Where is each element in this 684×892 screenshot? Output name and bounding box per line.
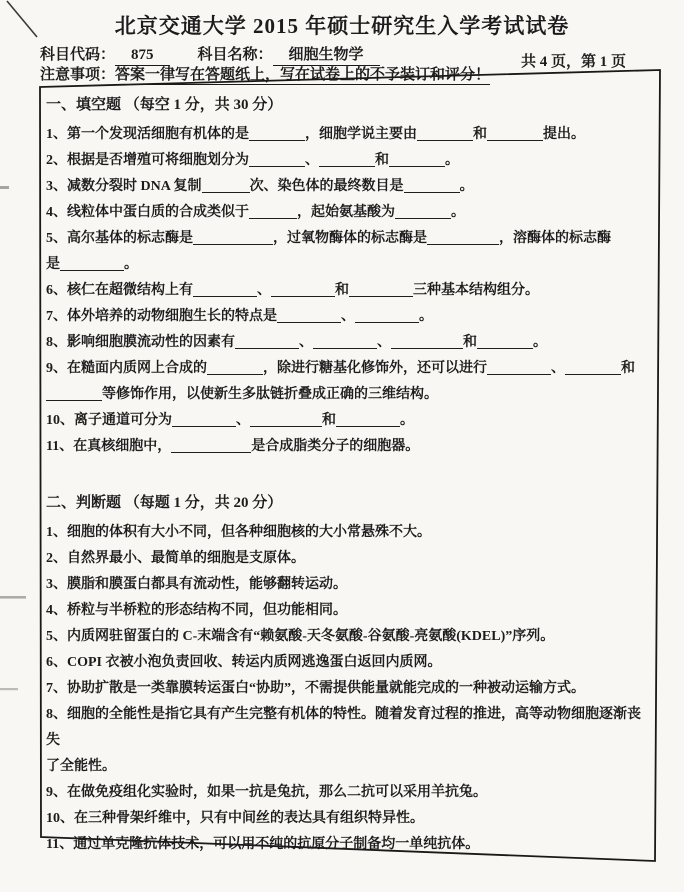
question-item: 4、线粒体中蛋白质的合成类似于 ，起始氨基酸为 。: [46, 205, 465, 220]
question-item: 11、在真核细胞中， 是合成脂类分子的细胞器。: [46, 439, 420, 454]
question-item: 3、膜脂和膜蛋白都具有流动性，能够翻转运动。: [46, 577, 347, 592]
question-item: 10、离子通道可分为 、 和 。: [46, 413, 414, 428]
answer-blank: [349, 284, 413, 297]
answer-blank: [193, 232, 273, 245]
answer-blank: [336, 414, 400, 427]
question-item: 7、协助扩散是一类靠膜转运蛋白“协助”，不需提供能量就能完成的一种被动运输方式。: [46, 681, 585, 696]
section-true-false: [46, 490, 650, 858]
answer-blank: [46, 388, 102, 401]
answer-blank: [487, 128, 543, 141]
answer-blank: [389, 154, 445, 167]
answer-blank: [427, 232, 499, 245]
subject-code-label: 科目代码：: [40, 47, 116, 63]
scan-smudge: [0, 688, 18, 690]
question-item: 5、内质网驻留蛋白的 C-末端含有“赖氨酸-天冬氨酸-谷氨酸-亮氨酸(KDEL)”序列。: [46, 629, 555, 644]
question-item: 8、影响细胞膜流动性的因素有 、 、 和 。: [46, 335, 547, 350]
question-box-content: [46, 92, 650, 858]
section-heading: 二、判断题 （每题 1 分，共 20 分）: [46, 495, 283, 511]
notice-text: 答案一律写在答题纸上，写在试卷上的不予装订和评分！: [115, 67, 491, 83]
question-list: [46, 122, 650, 460]
answer-blank: [391, 336, 463, 349]
answer-blank: [395, 206, 451, 219]
scan-smudge: [0, 186, 9, 189]
section-fill-in-blank: [46, 92, 650, 460]
answer-blank: [60, 258, 124, 271]
answer-blank: [565, 362, 621, 375]
answer-blank: [235, 336, 299, 349]
answer-blank: [202, 180, 250, 193]
question-list: [46, 520, 650, 858]
answer-blank: [250, 414, 322, 427]
answer-blank: [249, 154, 305, 167]
question-item: 5、高尔基体的标志酶是 ，过氧物酶体的标志酶是 ，溶酶体的标志酶 是 。: [46, 231, 611, 272]
question-item: 2、根据是否增殖可将细胞划分为 、 和 。: [46, 153, 459, 168]
question-item: 8、细胞的全能性是指它具有产生完整有机体的特性。随着发育过程的推进，高等动物细胞逐渐丧失 了全能性。: [46, 707, 641, 774]
answer-blank: [207, 362, 263, 375]
answer-blank: [277, 310, 341, 323]
answer-blank: [477, 336, 533, 349]
question-item: 11、通过单克隆抗体技术，可以用不纯的抗原分子制备均一单纯抗体。: [46, 837, 480, 852]
answer-blank: [172, 414, 236, 427]
answer-blank: [487, 362, 551, 375]
answer-blank: [355, 310, 419, 323]
subject-name-value: 细胞生物学: [273, 43, 380, 66]
notice-line: [40, 63, 490, 84]
page-info: 共 4 页，第 1 页: [520, 54, 626, 70]
question-item: 4、桥粒与半桥粒的形态结构不同，但功能相同。: [46, 603, 347, 618]
section-heading: 一、填空题 （每空 1 分，共 30 分）: [46, 97, 283, 113]
answer-blank: [249, 128, 305, 141]
question-item: 9、在糙面内质网上合成的 ，除进行糖基化修饰外，还可以进行 、 和 等修饰作用，以使新生多肽链折叠成正确的三维结构。: [46, 361, 635, 402]
question-item: 10、在三种骨架纤维中，只有中间丝的表达具有组织特异性。: [46, 811, 424, 826]
question-item: 1、第一个发现活细胞有机体的是 ，细胞学说主要由 和 提出。: [46, 127, 585, 142]
answer-blank: [171, 440, 251, 453]
subject-code-value: 875: [115, 47, 170, 66]
answer-blank: [313, 336, 377, 349]
answer-blank: [404, 180, 460, 193]
answer-blank: [193, 284, 257, 297]
question-item: 6、核仁在超微结构上有 、 和 三种基本结构组分。: [46, 283, 539, 298]
exam-title: 北京交通大学 2015 年硕士研究生入学考试试卷: [114, 14, 570, 38]
answer-blank: [319, 154, 375, 167]
answer-blank: [417, 128, 473, 141]
question-item: 1、细胞的体积有大小不同，但各种细胞核的大小常悬殊不大。: [46, 525, 431, 540]
subject-name-label: 科目名称：: [197, 47, 273, 63]
answer-blank: [271, 284, 335, 297]
question-item: 7、体外培养的动物细胞生长的特点是 、 。: [46, 309, 433, 324]
question-item: 3、减数分裂时 DNA 复制 次、染色体的最终数目是 。: [46, 179, 474, 194]
question-item: 6、COPI 衣被小泡负责回收、转运内质网逃逸蛋白返回内质网。: [46, 655, 442, 670]
notice-label: 注意事项：: [40, 67, 116, 83]
answer-blank: [249, 206, 297, 219]
question-item: 9、在做免疫组化实验时，如果一抗是兔抗，那么二抗可以采用羊抗兔。: [46, 785, 487, 800]
scan-smudge: [0, 596, 26, 599]
question-item: 2、自然界最小、最简单的细胞是支原体。: [46, 551, 305, 566]
